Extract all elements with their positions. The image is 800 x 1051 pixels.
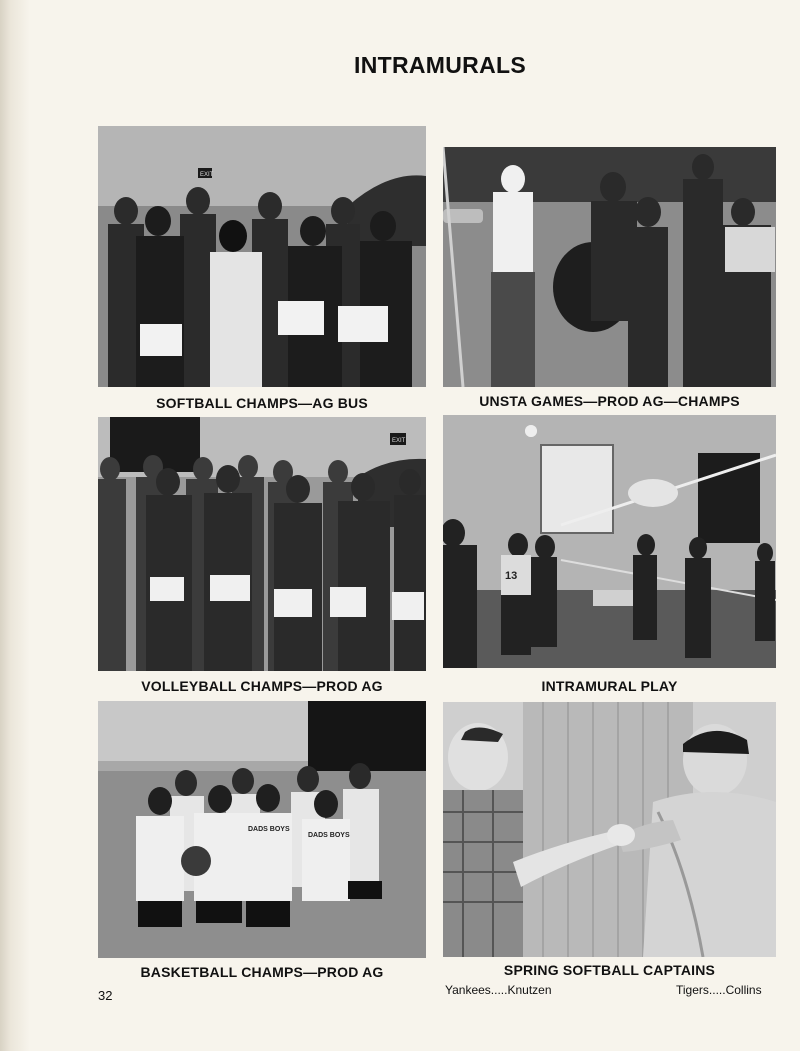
caption-basketball-champs: BASKETBALL CHAMPS—PROD AG (140, 964, 384, 980)
photo-basketball-champs (98, 701, 426, 958)
caption-softball-champs: SOFTBALL CHAMPS—AG BUS (156, 395, 368, 411)
svg-text:13: 13 (505, 570, 518, 582)
photo-unsta-games (443, 147, 776, 387)
captain-tigers: Tigers.....Collins (676, 983, 762, 997)
caption-spring-softball-captains: SPRING SOFTBALL CAPTAINS (503, 962, 716, 978)
page-number: 32 (98, 988, 113, 1003)
photo-spring-softball-captains (443, 702, 776, 957)
page-binding-edge (0, 0, 30, 1051)
svg-text:EXIT: EXIT (200, 172, 214, 178)
svg-text:DADS BOYS: DADS BOYS (248, 826, 290, 833)
photo-softball-champs (98, 126, 426, 387)
caption-unsta-games: UNSTA GAMES—PROD AG—CHAMPS (479, 393, 740, 409)
page-title: INTRAMURALS (354, 52, 526, 78)
caption-intramural-play: INTRAMURAL PLAY (541, 678, 678, 694)
svg-text:DADS BOYS: DADS BOYS (308, 832, 350, 839)
photo-volleyball-champs (98, 417, 426, 671)
captain-yankees: Yankees.....Knutzen (445, 983, 552, 997)
photo-intramural-play (443, 415, 776, 668)
caption-volleyball-champs: VOLLEYBALL CHAMPS—PROD AG (141, 678, 383, 694)
svg-text:EXIT: EXIT (392, 438, 406, 444)
